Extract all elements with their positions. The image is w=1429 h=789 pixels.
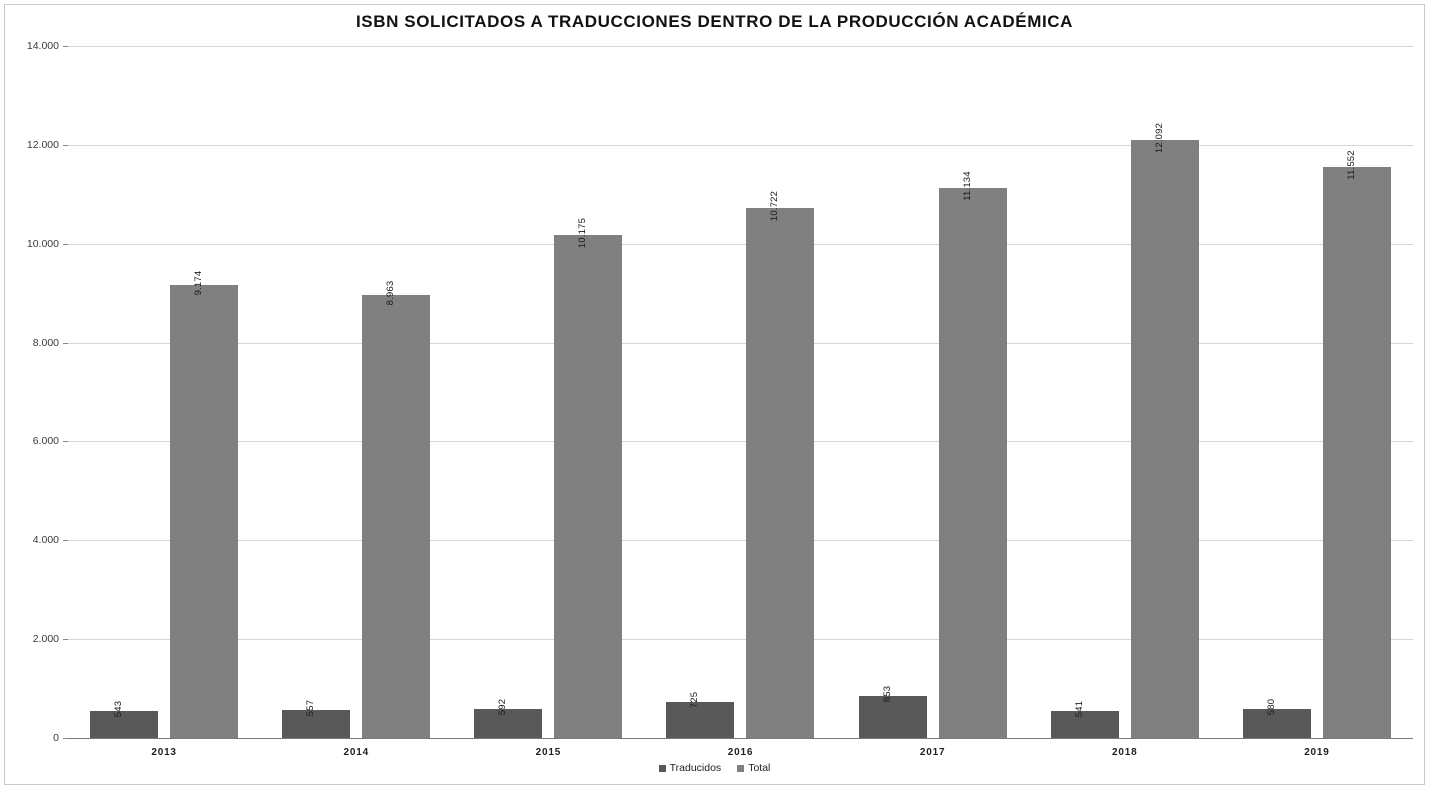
chart-title: ISBN SOLICITADOS A TRADUCCIONES DENTRO DE LA PRODUCCIÓN ACADÉMICA (355, 12, 1074, 31)
bar-container (474, 46, 542, 738)
y-axis-tick-label: 2.000 (32, 633, 59, 646)
bar-value-label: 10.175 (577, 217, 589, 249)
legend-label: Traducidos (669, 762, 722, 774)
bar-value-label: 12.092 (1153, 123, 1165, 154)
bar-group-bars (1221, 46, 1413, 738)
bar-total-2013[interactable] (170, 285, 238, 738)
bar-value-label: 10.722 (769, 190, 781, 222)
bar-value-label: 580 (1265, 699, 1277, 716)
y-axis-tick-label: 0 (53, 732, 59, 744)
bar-container (170, 46, 238, 738)
bar-group (452, 46, 644, 758)
x-axis-category-label: 2017 (919, 747, 946, 758)
legend-item-traducidos[interactable] (659, 762, 722, 774)
bar-traducidos-2016[interactable] (666, 702, 734, 738)
bar-group-bars (260, 46, 452, 738)
bar-container (1323, 46, 1391, 738)
bar-value-label: 11.134 (961, 170, 973, 201)
bar-container (1051, 46, 1119, 738)
bar-traducidos-2013[interactable] (90, 711, 158, 738)
bar-total-2015[interactable] (554, 235, 622, 738)
x-axis-category-label: 2016 (727, 747, 754, 758)
bar-traducidos-2015[interactable] (474, 709, 542, 738)
y-axis-tick-label: 14.000 (26, 40, 59, 52)
chart-legend (0, 762, 1429, 774)
x-axis-category-label: 2019 (1304, 747, 1330, 758)
bar-container (90, 46, 158, 738)
x-axis-line (68, 738, 1413, 739)
y-axis-tick-label: 8.000 (32, 336, 59, 349)
bar-total-2014[interactable] (362, 295, 430, 738)
bar-container (1131, 46, 1199, 738)
x-axis-category-label: 2015 (535, 747, 562, 758)
bar-group-bars (452, 46, 644, 738)
y-axis-tick-mark (63, 738, 68, 739)
bar-value-label: 8.963 (385, 280, 397, 306)
bar-group-bars (1029, 46, 1221, 738)
bar-container (939, 46, 1007, 738)
y-axis-tick-label: 12.000 (26, 138, 59, 151)
bar-group (68, 46, 260, 758)
legend-swatch-icon (737, 765, 744, 772)
bar-container (666, 46, 734, 738)
bar-value-label: 592 (497, 698, 509, 715)
bar-value-label: 557 (305, 700, 317, 717)
bar-container (859, 46, 927, 738)
bar-group-bars (644, 46, 836, 738)
bar-group (260, 46, 452, 758)
bar-total-2017[interactable] (939, 188, 1007, 738)
bar-group (644, 46, 836, 758)
x-axis-category-label: 2018 (1112, 747, 1138, 758)
bar-container (1243, 46, 1311, 738)
bar-group (1029, 46, 1221, 758)
y-axis-tick-label: 4.000 (32, 534, 59, 547)
bar-value-label: 11.552 (1345, 150, 1357, 180)
bar-traducidos-2014[interactable] (282, 710, 350, 738)
bar-total-2016[interactable] (746, 208, 814, 738)
y-axis-tick-label: 10.000 (26, 237, 59, 250)
bar-value-label: 541 (1073, 701, 1085, 718)
bar-value-label: 853 (881, 685, 893, 703)
bar-group-bars (68, 46, 260, 738)
bar-group-bars (837, 46, 1029, 738)
x-axis-category-label: 2013 (151, 747, 177, 758)
bar-container (746, 46, 814, 738)
bar-value-label: 9.174 (193, 270, 205, 295)
bar-value-label: 725 (689, 691, 701, 709)
bar-value-label: 543 (113, 700, 125, 718)
bar-total-2018[interactable] (1131, 140, 1199, 738)
bar-group (837, 46, 1029, 758)
bar-group (1221, 46, 1413, 758)
x-axis-category-label: 2014 (343, 747, 369, 758)
bar-container (282, 46, 350, 738)
bar-total-2019[interactable] (1323, 167, 1391, 738)
legend-swatch-icon (659, 765, 666, 772)
legend-label: Total (748, 762, 771, 774)
bar-container (362, 46, 430, 738)
y-axis-tick-label: 6.000 (32, 435, 59, 448)
legend-item-total[interactable] (737, 762, 770, 774)
bar-container (554, 46, 622, 738)
bar-groups (68, 46, 1413, 758)
